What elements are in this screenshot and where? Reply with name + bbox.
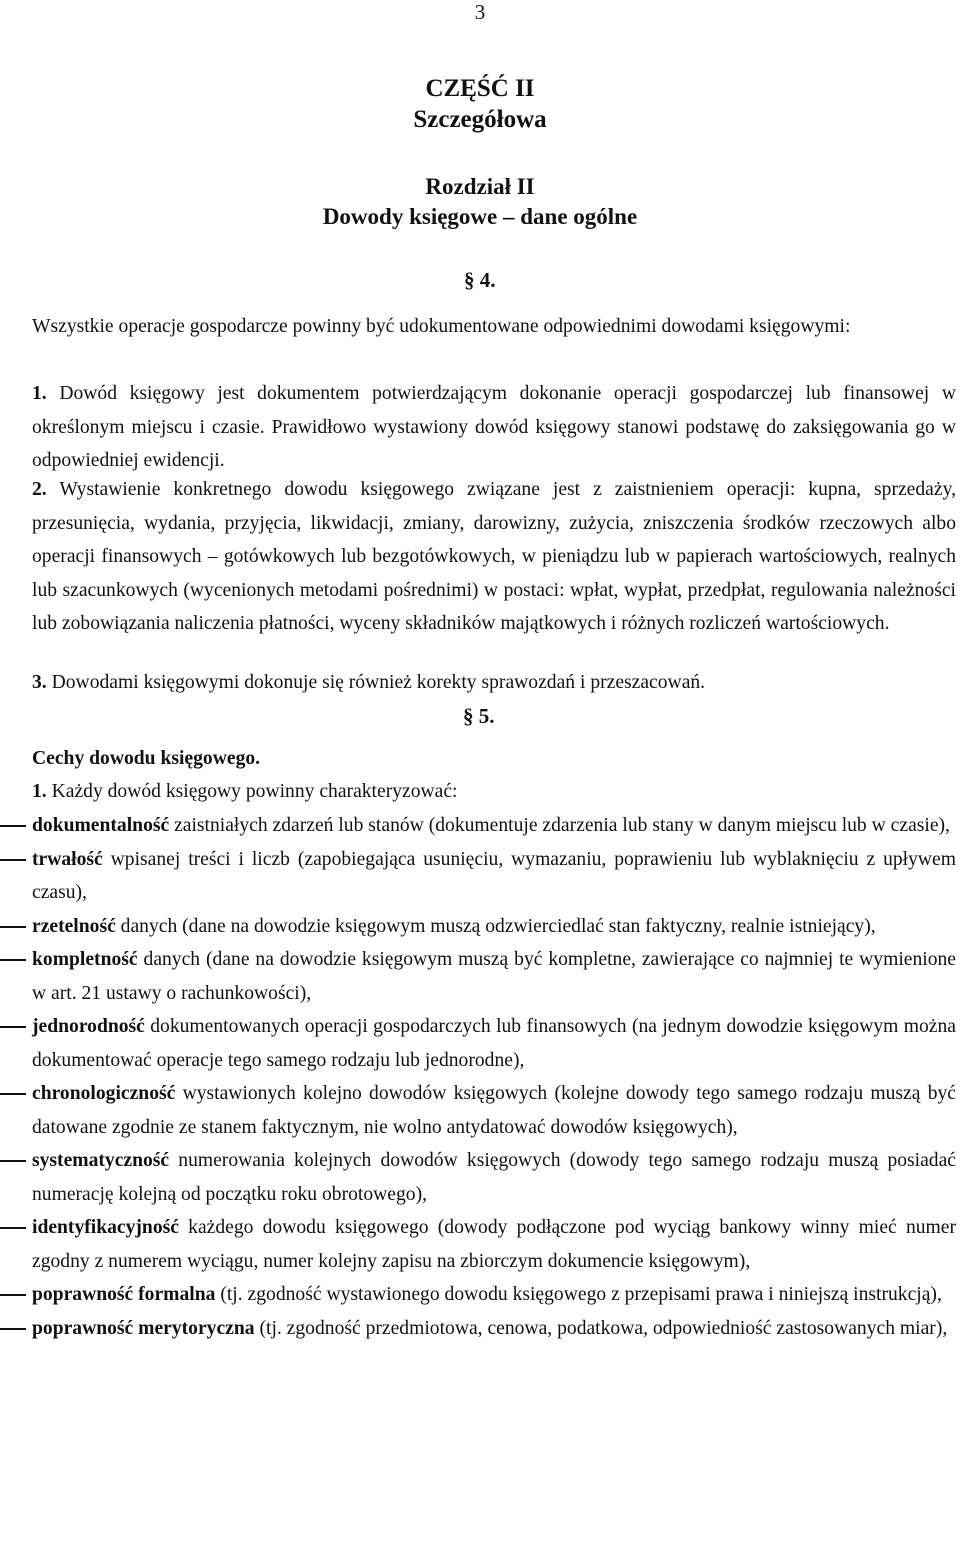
list-item [0, 1278, 956, 1312]
list-item [0, 809, 956, 843]
dash-bullet [0, 1328, 26, 1330]
item-text: danych (dane na dowodzie księgowym muszą być kompletne, zawierające co najmniej te wymienione w art. 21 ustawy o rachunkowości), [32, 949, 956, 1004]
item-text: (tj. zgodność przedmiotowa, cenowa, podatkowa, odpowiedniość zastosowanych miar), [254, 1317, 948, 1339]
section-4-paragraph-3 [0, 666, 956, 700]
dash-bullet [0, 959, 26, 961]
part-subtitle: Szczegółowa [413, 106, 547, 133]
paragraph-1-body: Dowód księgowy jest dokumentem potwierdzającym dokonanie operacji gospodarczej lub finansowej w określonym miejscu i czasie. Prawidłowo wystawiony dowód księgowy stanowi podstawę do zaksięgowania go w odpowiedniej ewidencji. [32, 383, 956, 471]
item-text: zaistniałych zdarzeń lub stanów (dokumentuje zdarzenia lub stany w danym miejscu lub w czasie), [169, 815, 950, 836]
list-item [0, 1144, 956, 1211]
item-text: numerowania kolejnych dowodów księgowych (dowody tego samego rodzaju muszą posiadać numerację kolejną od początku roku obrotowego), [32, 1150, 956, 1205]
section-4-label: § 4. [464, 268, 496, 292]
item-term: identyfikacyjność [32, 1217, 179, 1238]
section-4-paragraph-1 [0, 377, 956, 478]
paragraph-1-number: 1. [32, 383, 47, 404]
item-text: (tj. zgodność wystawionego dowodu księgowego z przepisami prawa i niniejszą instrukcją), [215, 1284, 942, 1305]
dash-bullet [0, 1093, 26, 1095]
paragraph-3-number: 3. [32, 672, 47, 693]
section-5-paragraph-1-number: 1. [32, 781, 47, 802]
item-text: wystawionych kolejno dowodów księgowych (kolejne dowody tego samego rodzaju muszą być datowane zgodnie ze stanem faktycznym, nie wolno antydatować dowodów księgowych), [32, 1083, 956, 1138]
section-4-intro-text: Wszystkie operacje gospodarcze powinny być udokumentowane odpowiednimi dowodami księgowymi: [32, 316, 851, 337]
features-list [0, 809, 956, 1345]
paragraph-3-text [0, 666, 956, 700]
item-text: każdego dowodu księgowego (dowody podłączone pod wyciąg bankowy winny mieć numer zgodny z numerem wyciągu, numer kolejny zapisu na zbiorczym dokumencie księgowym), [32, 1217, 956, 1272]
paragraph-2-number: 2. [32, 479, 47, 500]
page-number: 3 [474, 0, 486, 24]
paragraph-2-text [0, 473, 956, 641]
section-4-intro [0, 310, 956, 344]
item-term: poprawność formalna [32, 1284, 216, 1305]
dash-bullet [0, 1294, 26, 1296]
section-4-paragraph-2 [0, 473, 956, 641]
list-item [0, 910, 956, 944]
item-term: chronologiczność [32, 1083, 176, 1104]
item-term: dokumentalność [32, 815, 170, 836]
section-5-heading: Cechy dowodu księgowego. [32, 748, 261, 769]
section-5-label: § 5. [463, 704, 495, 728]
part-title: CZĘŚĆ II [425, 75, 535, 102]
item-term: systematyczność [32, 1150, 170, 1171]
paragraph-2-body: Wystawienie konkretnego dowodu księgowego związane jest z zaistnieniem operacji: kupna, sprzedaży, przesunięcia, wydania, przyjęcia, likwidacji, zmiany, darowizny, zużycia, zniszczenia środków rzeczowych albo operacji finansowych – gotówkowych lub bezgotówkowych, w pieniądzu lub w papierach wartościowych, realnych lub szacunkowych (wycenionych metodami pośrednimi) w postaci: wpłat, wypłat, przedpłat, regulowania należności lub zobowiązania naliczenia płatności, wyceny składników majątkowych i różnych rozliczeń wartościowych. [32, 479, 956, 634]
section-5-paragraph-1 [32, 775, 458, 809]
list-item [0, 943, 956, 1010]
dash-bullet [0, 1160, 26, 1162]
dash-bullet [0, 859, 26, 861]
paragraph-1-text [0, 377, 956, 478]
list-item [0, 1077, 956, 1144]
item-text: danych (dane na dowodzie księgowym muszą odzwierciedlać stan faktyczny, realnie istniejący), [115, 915, 876, 937]
item-text: dokumentowanych operacji gospodarczych lub finansowych (na jednym dowodzie księgowym można dokumentować operacje tego samego rodzaju lub jednorodne), [32, 1016, 956, 1071]
item-term: kompletność [32, 949, 138, 970]
item-term: trwałość [32, 848, 103, 870]
item-term: jednorodność [32, 1016, 145, 1037]
list-item [0, 843, 956, 910]
dash-bullet [0, 926, 26, 928]
dash-bullet [0, 825, 26, 827]
chapter-title: Rozdział II [425, 174, 535, 199]
paragraph-3-body: Dowodami księgowymi dokonuje się również korekty sprawozdań i przeszacowań. [46, 672, 706, 693]
item-term: poprawność merytoryczna [32, 1317, 255, 1339]
list-item [0, 1211, 956, 1278]
dash-bullet [0, 1227, 26, 1229]
dash-bullet [0, 1026, 26, 1028]
list-item [0, 1010, 956, 1077]
chapter-subtitle: Dowody księgowe – dane ogólne [322, 204, 638, 229]
list-item [0, 1312, 956, 1346]
item-term: rzetelność [32, 915, 116, 937]
item-text: wpisanej treści i liczb (zapobiegająca usunięciu, wymazaniu, poprawieniu lub wyblaknięciu z upływem czasu), [32, 848, 956, 903]
section-5-paragraph-1-body: Każdy dowód księgowy powinny charakteryzować: [46, 781, 458, 802]
